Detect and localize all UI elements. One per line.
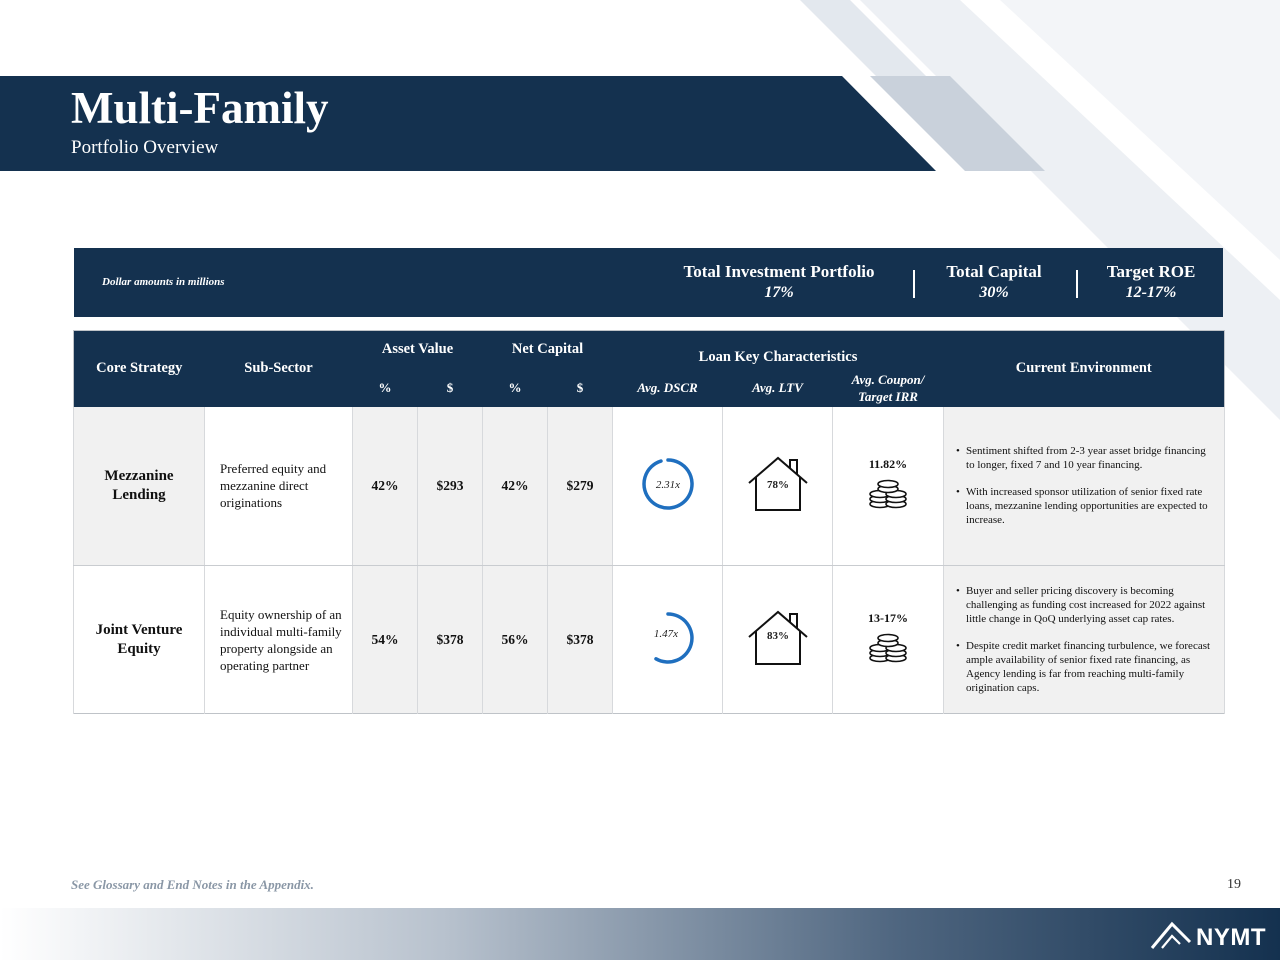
table-row [74, 407, 1225, 566]
header-avg-coupon-line1: Avg. Coupon/ [851, 371, 925, 387]
environment-list [956, 444, 1216, 527]
footer-band [0, 908, 1280, 960]
header-asset-value: Asset Value [353, 331, 483, 369]
strategy-line: Mezzanine [104, 467, 174, 484]
house-icon [747, 455, 809, 513]
net-capital-pct-cell: 56% [483, 566, 548, 714]
stat-value: 17% [764, 284, 794, 301]
gauge-icon [640, 610, 696, 666]
asset-value-amt-cell: $378 [418, 566, 483, 714]
coin-stack-icon [868, 632, 908, 664]
sub-sector-cell: Equity ownership of an individual multi-family property alongside an operating partner [205, 566, 353, 714]
sub-sector-cell: Preferred equity and mezzanine direct originations [205, 407, 353, 566]
stat-total-investment-portfolio [670, 262, 888, 304]
current-environment-cell [944, 407, 1225, 566]
stat-label: Total Capital [946, 262, 1042, 281]
dscr-value: 2.31x [655, 478, 680, 491]
stat-target-roe [1090, 262, 1212, 304]
header-asset-value-amt: $ [418, 369, 483, 407]
header-sub-sector: Sub-Sector [205, 331, 353, 407]
strategy-line: Joint Venture [95, 621, 183, 638]
logo-text: NYMT [1196, 924, 1266, 951]
amounts-note: Dollar amounts in millions [102, 276, 225, 288]
stat-value: 30% [979, 284, 1009, 301]
current-environment-cell [944, 566, 1225, 714]
coin-stack-icon [868, 478, 908, 510]
header-avg-coupon [833, 369, 944, 407]
ltv-value: 78% [766, 478, 789, 491]
ltv-value: 83% [766, 629, 789, 642]
stat-label: Target ROE [1106, 262, 1196, 281]
table-row [74, 566, 1225, 714]
divider [913, 270, 915, 298]
header-core-strategy: Core Strategy [74, 331, 205, 407]
page-title: Multi-Family [71, 83, 329, 133]
avg-dscr-cell [613, 566, 723, 714]
environment-bullet: • Buyer and seller pricing discovery is becoming challenging as funding cost increased for 2022 against little change in QoQ underlying asset cap rates. [956, 584, 1216, 626]
gauge-icon [640, 456, 696, 512]
asset-value-pct-cell: 54% [353, 566, 418, 714]
header-loan-key-characteristics: Loan Key Characteristics [613, 331, 944, 369]
header-net-capital: Net Capital [483, 331, 613, 369]
header-avg-dscr: Avg. DSCR [613, 369, 723, 407]
net-capital-amt-cell: $378 [548, 566, 613, 714]
page-subtitle: Portfolio Overview [71, 137, 219, 158]
environment-bullet: • Despite credit market financing turbulence, we forecast ample availability of senior fixed rate financing, as Agency lending is far from reaching multi-family origination caps. [956, 639, 1216, 695]
stat-value: 12-17% [1125, 284, 1177, 301]
asset-value-pct-cell: 42% [353, 407, 418, 566]
avg-ltv-cell [723, 566, 833, 714]
strategy-line: Lending [112, 486, 166, 503]
header-avg-ltv: Avg. LTV [723, 369, 833, 407]
summary-bar [74, 248, 1223, 317]
header-net-capital-pct: % [483, 369, 548, 407]
stat-label: Total Investment Portfolio [683, 262, 875, 281]
core-strategy-cell [74, 566, 205, 714]
coupon-value: 13-17% [868, 611, 909, 625]
portfolio-table [73, 330, 1225, 714]
environment-bullet: • With increased sponsor utilization of senior fixed rate loans, mezzanine lending opportunities are expected to increase. [956, 485, 1216, 527]
net-capital-pct-cell: 42% [483, 407, 548, 566]
page-number: 19 [1227, 877, 1241, 892]
avg-ltv-cell [723, 407, 833, 566]
net-capital-amt-cell: $279 [548, 407, 613, 566]
header-asset-value-pct: % [353, 369, 418, 407]
appendix-footnote: See Glossary and End Notes in the Appendix. [71, 877, 314, 892]
stat-total-capital [932, 262, 1056, 304]
avg-coupon-cell [833, 566, 944, 714]
header-current-environment: Current Environment [944, 331, 1225, 407]
environment-bullet: • Sentiment shifted from 2-3 year asset bridge financing to longer, fixed 7 and 10 year financing. [956, 444, 1216, 472]
coupon-value: 11.82% [868, 457, 908, 472]
divider [1076, 270, 1078, 298]
avg-dscr-cell [613, 407, 723, 566]
environment-list [956, 584, 1216, 695]
house-icon [747, 609, 809, 667]
dscr-value: 1.47x [653, 627, 678, 640]
header-avg-coupon-line2: Target IRR [858, 388, 918, 404]
avg-coupon-cell [833, 407, 944, 566]
asset-value-amt-cell: $293 [418, 407, 483, 566]
strategy-line: Equity [117, 640, 161, 657]
core-strategy-cell [74, 407, 205, 566]
header-net-capital-amt: $ [548, 369, 613, 407]
